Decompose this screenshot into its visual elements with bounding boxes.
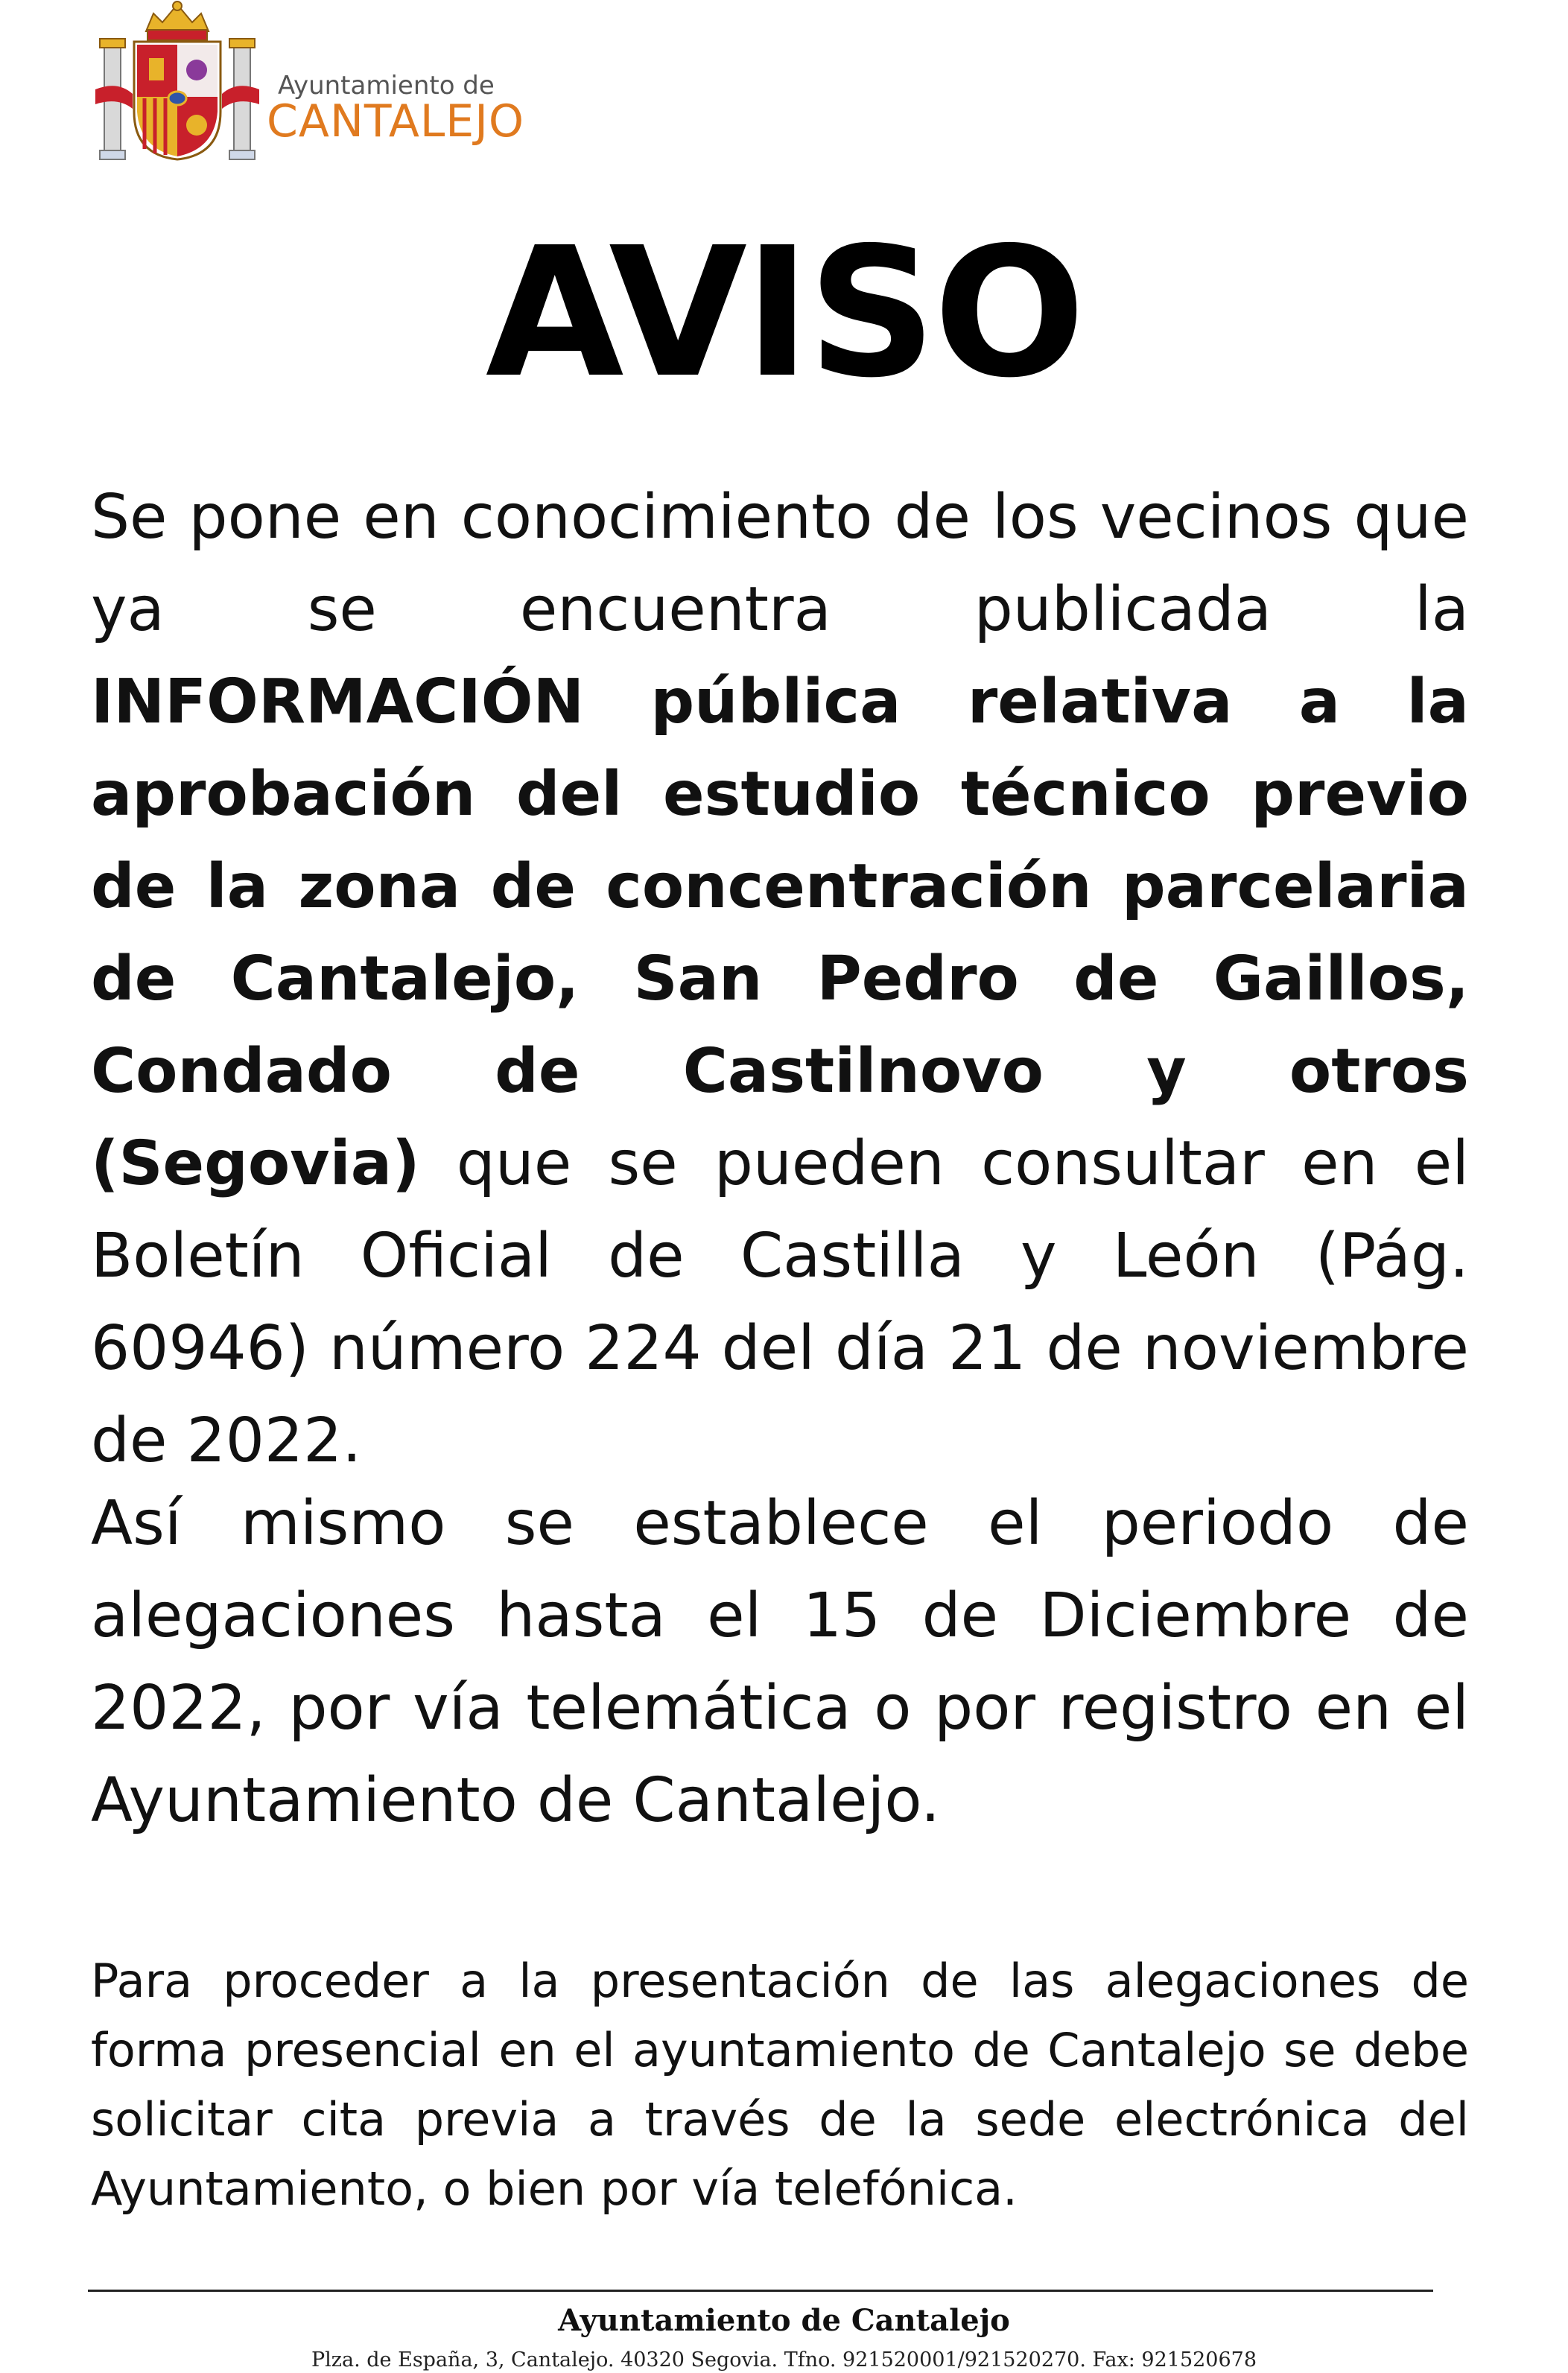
footer-organization: Ayuntamiento de Cantalejo	[558, 2303, 1010, 2338]
logo-text-line2: CANTALEJO	[267, 95, 525, 147]
footer-address: Plza. de España, 3, Cantalejo. 40320 Segovia. Tfno. 921520001/921520270. Fax: 921520678	[311, 2348, 1257, 2372]
notice-paragraph-3: Para proceder a la presentación de las alegaciones de forma presencial en el ayuntamiento de Cantalejo se debe solicitar cita previa a través de la sede electrónica del Ayuntamiento, o bien por vía telefónica.	[91, 1954, 1469, 2216]
notice-paragraph-1	[91, 471, 1469, 1487]
paragraph-1-intro: Se pone en conocimiento de los vecinos que ya se encuentra publicada la	[91, 482, 1469, 645]
notice-title: AVISO	[485, 209, 1083, 417]
logo-text-line1: Ayuntamiento de	[278, 71, 495, 101]
footer-divider	[88, 2290, 1433, 2292]
paragraph-1-highlight: INFORMACIÓN pública relativa a la aprobación del estudio técnico previo de la zona de concentración parcelaria de Cantalejo, San Pedro de Gaillos, Condado de Castilnovo y otros (Segovia)	[91, 667, 1469, 1199]
paragraph-1-rest: que se pueden consultar en el Boletín Oficial de Castilla y León (Pág. 60946) número 224 del día 21 de noviembre de 2022.	[91, 1128, 1469, 1476]
municipality-logo	[88, 0, 535, 164]
notice-paragraph-2: Así mismo se establece el periodo de alegaciones hasta el 15 de Diciembre de 2022, por vía telemática o por registro en el Ayuntamiento de Cantalejo.	[91, 1488, 1469, 1836]
coat-of-arms-icon	[88, 0, 267, 164]
